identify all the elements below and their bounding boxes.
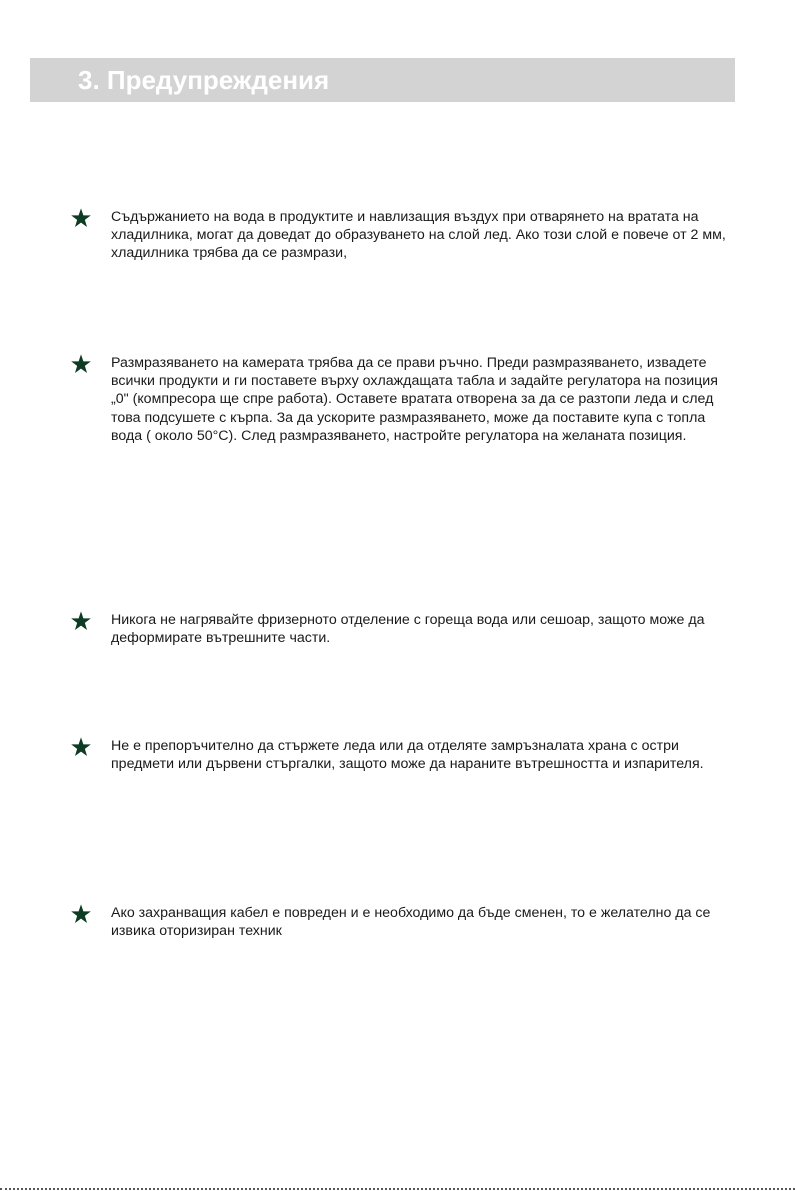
warning-text: Размразяването на камерата трябва да се прави ръчно. Преди размразяването, извадете всички продукти и ги поставете върху охлаждащата табла и задайте регулатора на позиция „0" (компресора ще спре работа). Оставете вратата отворена за да се разтопи леда и след това подсушете с кърпа. За да ускорите размразяването, може да поставите купа с топла вода ( около 50°C). След размразяването, настройте регулатора на желаната позиция.: [111, 355, 718, 444]
star-icon: [70, 207, 92, 229]
bottom-dotted-rule: [0, 1188, 795, 1190]
star-icon: [70, 353, 92, 375]
section-title: 3. Предупреждения: [78, 65, 330, 95]
star-icon: [70, 736, 92, 758]
section-header: [30, 58, 735, 102]
warning-text: Ако захранващия кабел е повреден и е необходимо да бъде сменен, то е желателно да се извика оторизиран техник: [111, 905, 711, 940]
warning-text: Никога не нагрявайте фризерното отделение с гореща вода или сешоар, защото може да деформирате вътрешните части.: [111, 612, 705, 647]
star-icon: [70, 610, 92, 632]
star-icon: [70, 903, 92, 925]
warning-text: Съдържанието на вода в продуктите и навлизащия въздух при отварянето на вратата на хладилника, могат да доведат до образуването на слой лед. Ако този слой е повече от 2 мм, хладилника трябва да се размрази,: [111, 209, 726, 262]
warning-text: Не е препоръчително да стържете леда или да отделяте замръзналата храна с остри предмети или дървени стъргалки, защото може да нараните вътрешността и изпарителя.: [111, 738, 704, 773]
